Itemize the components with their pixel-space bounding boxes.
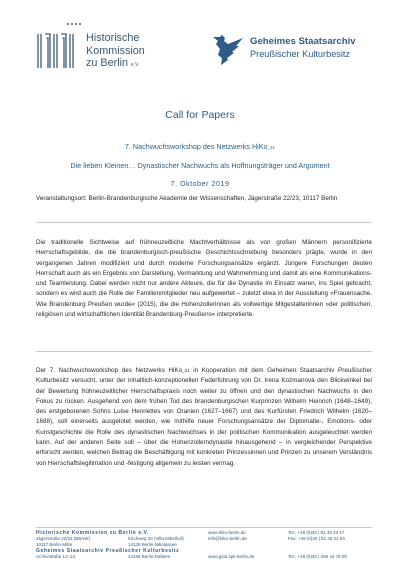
gsta-subtitle: Preußischer Kulturbesitz xyxy=(250,49,351,59)
footer-hiko-fax: Fax: +49 (0)30 | 81 45 22 94 xyxy=(288,535,345,541)
footer-gsta-tel: Tel.: +49 (0)30 | 266 44 75 00 xyxy=(288,554,347,559)
footer-hiko-city-2: 14129 Berlin-Nikolassee xyxy=(128,541,177,547)
body-paragraph-1: Die traditionelle Sichtweise auf frühneuzeitliche Machtverhältnisse als von großen Männern personifizierte Herrschaftsgebilde, die die brandenburgisch-preußische Geschichtsschreibung besonders prägte, wurde in den vergangenen Jahren modifiziert und durch moderne Forschungsansätze ergänzt. Jüngere Forschungen deuten Herrschaft auch als ein Ergebnis von Darstellung, Vermarktung und Wahrnehmung und damit als eine Kommunikations- und Teamleistung. Dabei werden nicht nur andere Akteure, die für die Dynastie im Einsatz waren, ins Spiel gebracht, sondern es wird auch die Rolle der Familienmitglieder neu aufgewertet – zuletzt etwa in der Ausstellung »Frauensache. Wie Brandenburg Preußen wurde« (2015), die die Hohenzollerinnen als vollwertige Mitgestalterinnen »der politischen, religiösen und wirtschaftlichen Identität Brandenburg-Preußens« interpretierte. xyxy=(36,239,372,319)
hiko-logo-mark xyxy=(36,30,82,70)
footer-hiko-name: Historische Kommission zu Berlin e.V. xyxy=(36,530,150,536)
gsta-logo xyxy=(212,32,392,76)
gsta-logo-text xyxy=(250,35,356,61)
call-for-papers-heading: Call for Papers xyxy=(165,109,235,121)
footer-hiko-city-1: 10117 Berlin-Mitte xyxy=(36,541,73,547)
footer-hiko-street-2: Kirchweg 33 (Villa Mittelhof) xyxy=(128,536,184,541)
footer-gsta-name: Geheimes Staatsarchiv Preußischer Kulturbesitz xyxy=(36,548,180,554)
hiko-logo-text xyxy=(86,32,145,72)
footer-gsta-website-link[interactable]: www.gsta.spk-berlin.de xyxy=(208,554,255,559)
footer-divider xyxy=(36,527,372,528)
workshop-title: Die lieben Kleinen… Dynastischer Nachwuchs als Hoffnungsträger und Argument xyxy=(70,161,330,170)
footer-gsta-street: Archivstraße 12–14 xyxy=(36,554,76,559)
hiko-logo-dots xyxy=(66,22,86,26)
hiko-subscript: _21 xyxy=(182,368,190,373)
footer-hiko-web xyxy=(208,530,247,541)
footer-hiko-website-link[interactable]: www.hiko-berlin.de xyxy=(208,530,246,535)
hiko-name-line-3: zu Berlin e.V. xyxy=(86,57,140,69)
workshop-heading: 7. Nachwuchsworkshop des Netzwerks HiKo_21 xyxy=(124,142,276,151)
footer-hiko-email-link[interactable]: info@hiko-berlin.de xyxy=(208,535,247,541)
footer-gsta-city: 14195 Berlin-Dahlem xyxy=(128,554,171,559)
hiko-name-line-2: Kommission xyxy=(86,44,145,57)
body-paragraph-2: Der 7. Nachwuchsworkshop des Netzwerks HiKo_21 in Kooperation mit dem Geheimen Staatsarchiv Preußischer Kulturbesitz versucht, unter der inhaltlich-konzeptionellen Federführung von Dr. Irena Kozmanová den Blickwinkel bei der Bewertung frühneuzeitlicher Herrschaftspraxis noch weiter zu öffnen und den dynastischen Nachwuchs in den Fokus zu rücken. Ausgehend von dem frühen Tod des brandenburgischen Kurprinzen Wilhelm Heinrich (1648–1649), des erstgeborenen Sohns Luise Henriettes von Oranien (1627–1667) und des Kurfürsten Friedrich Wilhelm (1620–1688), soll einerseits ausgelotet werden, wie mithilfe neuer Forschungsansätze der Diplomatie-, Emotions- oder Kunstgeschichte die Rolle des dynastischen Nachwuchses in der politischen Kommunikation ausgeleuchtet werden kann. Auf der anderen Seite soll – über die Hohenzollerndynastie hinausgehend – in vergleichender Perspektive erforscht werden, welchen Beitrag die Beschäftigung mit konkreten Prinzessinnen und Prinzen zu unserem Verständnis von Herrschaftslegitimation und -festigung allgemein zu leisten vermag. xyxy=(36,367,372,467)
footer-gsta xyxy=(36,548,376,562)
hiko-logo xyxy=(36,22,196,82)
footer-hiko xyxy=(36,530,376,546)
gsta-name: Geheimes Staatsarchiv xyxy=(250,36,356,47)
footer-hiko-address-2 xyxy=(128,536,184,547)
divider xyxy=(36,222,372,223)
footer-hiko-tel: Tel.: +49 (0)30 | 81 45 43 17 xyxy=(288,530,345,535)
venue-text: Veranstaltungsort: Berlin-Brandenburgische Akademie der Wissenschaften, Jägerstraße 22/23, 10117 Berlin xyxy=(36,195,338,202)
footer-hiko-address-1 xyxy=(36,536,90,547)
workshop-date: 7. Oktober 2019 xyxy=(170,179,230,188)
footer-hiko-phone xyxy=(288,530,345,541)
hiko-name-line-1: Historische xyxy=(86,32,140,44)
footer-hiko-street-1: Jägerstraße 22/23 (BBAW) xyxy=(36,536,90,541)
hiko-subscript: _21 xyxy=(267,145,276,150)
divider xyxy=(36,351,372,352)
hiko-ev: e.V. xyxy=(131,62,140,68)
eagle-icon xyxy=(212,32,244,66)
